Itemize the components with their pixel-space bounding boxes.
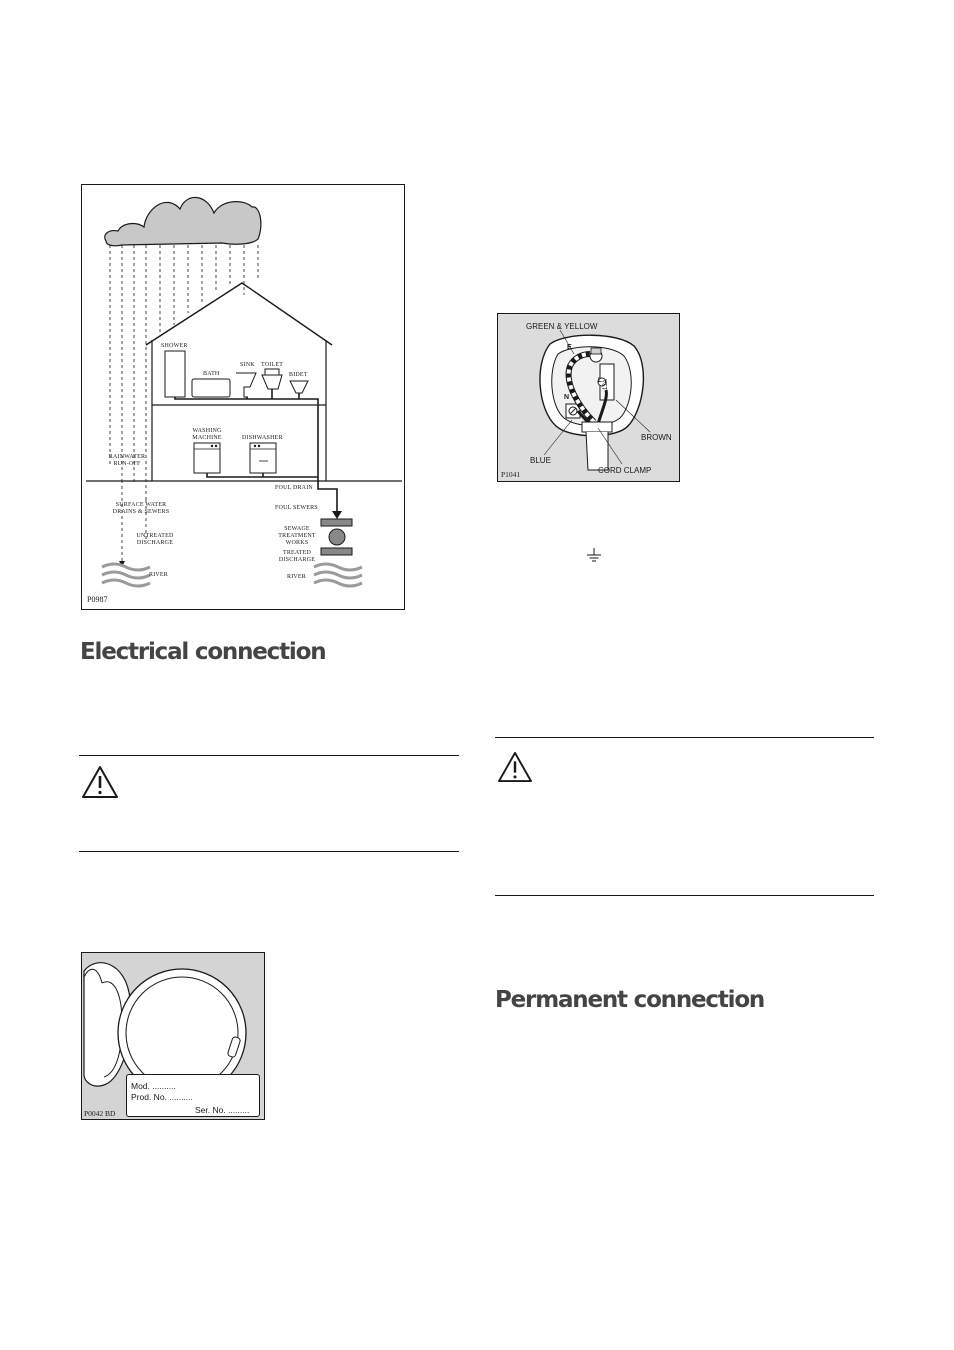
rating-mod: Mod. .......... — [131, 1081, 176, 1091]
drainage-illustration — [82, 185, 406, 611]
label-neutral-letter: N — [564, 394, 570, 401]
rating-ser-no: Ser. No. ......... — [195, 1105, 250, 1115]
label-blue: BLUE — [530, 456, 551, 465]
label-dishwasher: DISHWASHER — [242, 435, 283, 441]
label-earth-letter: E — [567, 344, 572, 351]
river-left-icon — [102, 564, 150, 586]
label-fuse-rating: 13A — [603, 379, 609, 390]
label-shower: SHOWER — [161, 343, 188, 349]
cord-clamp-icon — [582, 422, 612, 432]
warning-rule-left-bottom — [79, 851, 459, 852]
heading-permanent-connection: Permanent connection — [495, 987, 765, 1013]
rating-prod-no: Prod. No. .......... — [131, 1092, 193, 1102]
plug-figure-code: P1041 — [501, 470, 521, 479]
label-surface-water: SURFACE WATER DRAINS & SEWERS — [112, 502, 170, 515]
bath-icon — [192, 379, 230, 397]
label-foul-sewers: FOUL SEWERS — [275, 505, 318, 511]
label-bidet: BIDET — [289, 372, 308, 378]
warning-rule-right-top — [495, 737, 874, 738]
cloud-icon — [105, 197, 261, 245]
label-river-left: RIVER — [149, 572, 168, 578]
label-brown: BROWN — [641, 433, 672, 442]
river-right-icon — [314, 564, 362, 586]
earth-symbol-icon — [586, 547, 602, 565]
warning-triangle-icon — [81, 765, 119, 799]
label-bath: BATH — [203, 371, 220, 377]
label-treated-discharge: TREATED DISCHARGE — [278, 550, 316, 563]
rating-plate — [126, 1074, 260, 1117]
label-untreated-discharge: UNTREATED DISCHARGE — [136, 533, 174, 546]
warning-triangle-icon — [497, 751, 533, 783]
shower-icon — [165, 351, 185, 397]
label-green-yellow: GREEN & YELLOW — [526, 322, 598, 331]
warning-rule-right-bottom — [495, 895, 874, 896]
label-cord-clamp: CORD CLAMP — [598, 466, 652, 475]
toilet-icon — [262, 375, 282, 389]
plug-wiring-illustration — [498, 314, 681, 483]
rating-figure-code: P0042 BD — [84, 1109, 116, 1118]
label-toilet: TOILET — [261, 362, 284, 368]
drainage-figure — [81, 184, 405, 610]
label-sink: SINK — [240, 362, 255, 368]
sink-icon — [236, 373, 256, 397]
label-live-letter: L — [598, 378, 602, 384]
plug-figure — [497, 313, 680, 482]
dishwasher-icon — [250, 443, 276, 473]
label-river-right: RIVER — [287, 574, 306, 580]
label-sewage-works: SEWAGE TREATMENT WORKS — [278, 526, 316, 546]
warning-rule-left-top — [79, 755, 459, 756]
label-rainwater: RAINWATER RUN-OFF — [108, 454, 146, 467]
heading-electrical-connection: Electrical connection — [80, 639, 326, 665]
label-foul-drain: FOUL DRAIN — [275, 485, 313, 491]
washing-machine-icon — [194, 443, 220, 473]
label-washing-machine: WASHING MACHINE — [192, 428, 222, 441]
figure-code: P0987 — [87, 595, 108, 604]
rating-plate-figure — [81, 952, 265, 1120]
bidet-icon — [290, 381, 308, 393]
